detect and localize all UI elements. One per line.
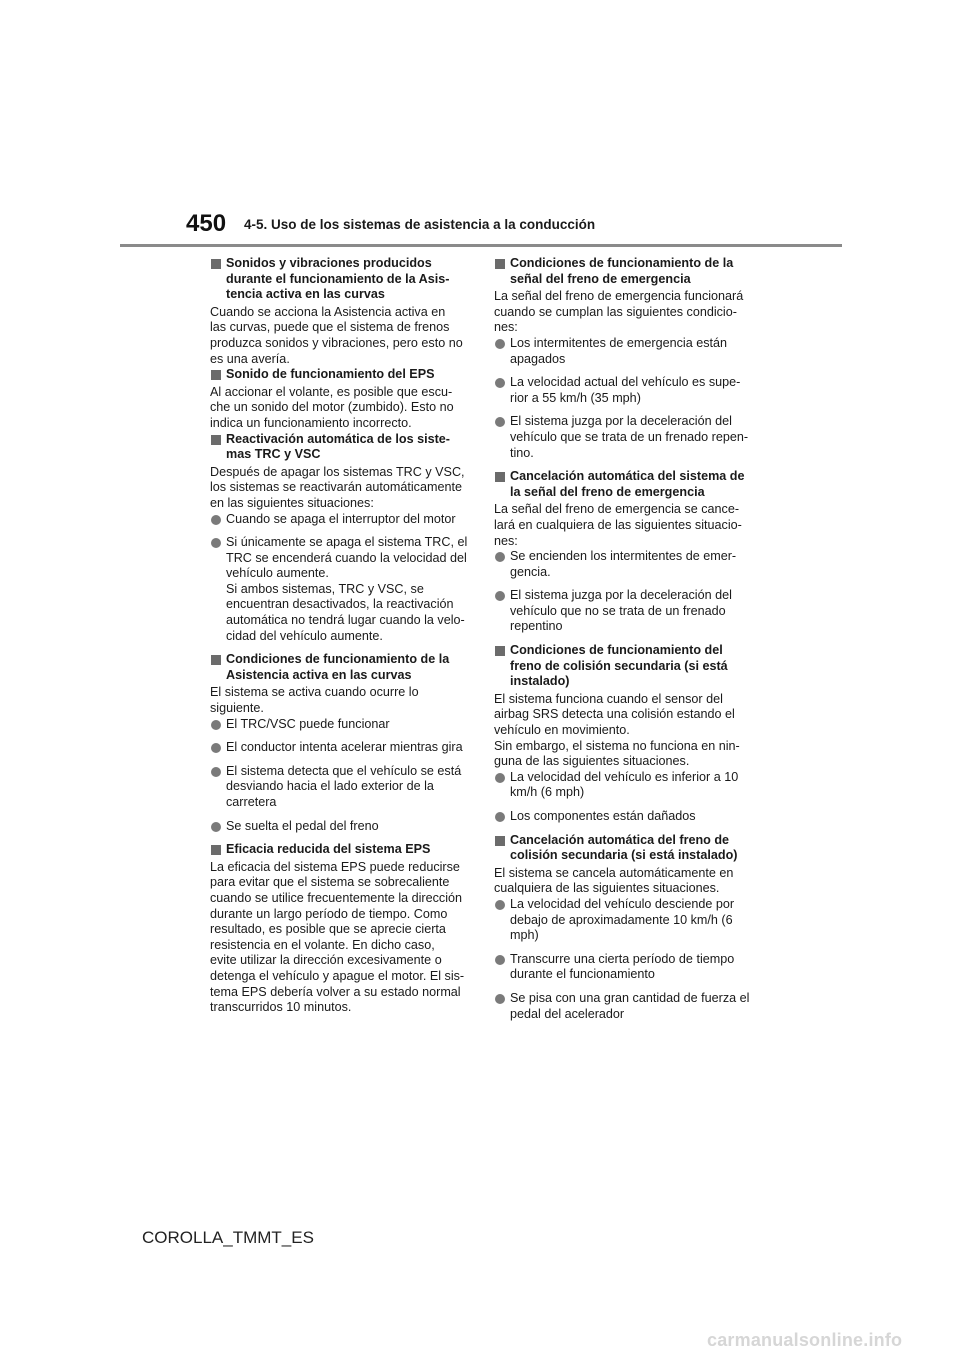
bullet-text: La velocidad del vehículo es inferior a 10 km/h (6 mph) [510, 769, 739, 800]
square-bullet-icon [211, 655, 221, 665]
list-item [494, 897, 756, 944]
bullet-text: Los componentes están dañados [510, 809, 696, 823]
bullet-text: El sistema juzga por la deceleración del vehículo que no se trata de un frenado repentino [510, 588, 732, 634]
square-bullet-icon [495, 836, 505, 846]
section-heading [210, 842, 472, 858]
bullet-text: El sistema detecta que el vehículo se está desviando hacia el lado exterior de la carretera [226, 763, 462, 809]
paragraph [210, 385, 472, 432]
list-item [210, 740, 472, 756]
para-text: La eficacia del sistema EPS puede reducirse para evitar que el sistema se sobrecaliente cuando se utilice frecuentemente la dirección durante un largo período de tiempo. Como resultado, es posible que se aprecie cierta resistencia en el volante. En dicho caso, evite utilizar la dirección excesivamente o detenga el vehículo y apague el motor. El sis- tema EPS debería volver a su estado normal transcurridos 10 minutos. [210, 859, 465, 1015]
para-text: El sistema se cancela automáticamente en cualquiera de las siguientes situaciones. [494, 865, 734, 896]
list-item [494, 770, 756, 801]
left-column [210, 256, 472, 1016]
square-bullet-icon [495, 259, 505, 269]
section-heading [494, 469, 756, 500]
list-item [210, 535, 472, 644]
heading-text: Condiciones de funcionamiento de la Asistencia activa en las curvas [226, 652, 450, 682]
square-bullet-icon [495, 646, 505, 656]
heading-text: Reactivación automática de los siste- mas TRC y VSC [226, 431, 450, 462]
bullet-text: La velocidad del vehículo desciende por debajo de aproximadamente 10 km/h (6 mph) [510, 896, 735, 943]
document-code: COROLLA_TMMT_ES [142, 1228, 314, 1247]
circle-bullet-icon [495, 552, 505, 562]
page-number: 450 [186, 210, 227, 237]
list-item [210, 764, 472, 811]
section-heading [210, 367, 472, 383]
list-item [494, 809, 756, 825]
bullet-text: El sistema juzga por la deceleración del vehículo que se trata de un frenado repen- tino. [510, 414, 749, 460]
circle-bullet-icon [495, 955, 505, 965]
bullet-text: Se pisa con una gran cantidad de fuerza el pedal del acelerador [510, 990, 750, 1021]
section-heading [210, 432, 472, 463]
section-heading [210, 652, 472, 683]
circle-bullet-icon [495, 812, 505, 822]
square-bullet-icon [211, 845, 221, 855]
list-item [210, 717, 472, 733]
paragraph [494, 866, 756, 897]
section-heading [494, 833, 756, 864]
heading-text: Cancelación automática del freno de colisión secundaria (si está instalado) [510, 832, 738, 863]
circle-bullet-icon [495, 339, 505, 349]
circle-bullet-icon [211, 538, 221, 548]
square-bullet-icon [211, 259, 221, 269]
paragraph [494, 289, 756, 336]
paragraph [494, 502, 756, 549]
bullet-text: Se encienden los intermitentes de emer- gencia. [510, 549, 737, 579]
heading-text: Condiciones de funcionamiento de la señal del freno de emergencia [510, 256, 734, 286]
list-item [210, 819, 472, 835]
section-title: 4-5. Uso de los sistemas de asistencia a la conducción [244, 217, 596, 232]
right-column [494, 256, 756, 1030]
list-item [494, 588, 756, 635]
section-heading [494, 256, 756, 287]
para-text: La señal del freno de emergencia se cance- lará en cualquiera de las siguientes situacio- nes: [494, 502, 742, 548]
bullet-text: Cuando se apaga el interruptor del motor [226, 511, 456, 526]
paragraph [210, 860, 472, 1016]
heading-text: Eficacia reducida del sistema EPS [226, 842, 431, 857]
circle-bullet-icon [211, 822, 221, 832]
paragraph [210, 465, 472, 512]
list-item [494, 991, 756, 1022]
circle-bullet-icon [211, 720, 221, 730]
square-bullet-icon [211, 435, 221, 445]
heading-text: Condiciones de funcionamiento del freno de colisión secundaria (si está instalado) [510, 643, 728, 689]
circle-bullet-icon [495, 591, 505, 601]
circle-bullet-icon [495, 378, 505, 388]
paragraph [494, 692, 756, 770]
bullet-text: Se suelta el pedal del freno [226, 818, 379, 833]
section-heading [494, 643, 756, 690]
list-item [494, 952, 756, 983]
heading-text: Sonidos y vibraciones producidos durante el funcionamiento de la Asis- tencia activa en las curvas [226, 256, 450, 302]
bullet-text: El TRC/VSC puede funcionar [226, 716, 390, 731]
para-text: Después de apagar los sistemas TRC y VSC, los sistemas se reactivarán automáticamente en las siguientes situaciones: [210, 464, 465, 510]
para-text: El sistema funciona cuando el sensor del airbag SRS detecta una colisión estando el vehículo en movimiento. Sin embargo, el sistema no funciona en nin- guna de las siguientes situaciones. [494, 691, 740, 769]
list-item [210, 512, 472, 528]
paragraph [210, 305, 472, 367]
para-text: La señal del freno de emergencia funcionará cuando se cumplan las siguientes condicio- nes: [494, 289, 744, 335]
section-heading [210, 256, 472, 303]
bullet-text: El conductor intenta acelerar mientras gira [226, 740, 463, 755]
circle-bullet-icon [495, 417, 505, 427]
para-text: Al accionar el volante, es posible que escu- che un sonido del motor (zumbido). Esto no indica un funcionamiento incorrecto. [210, 384, 454, 430]
list-item [494, 336, 756, 367]
list-item [494, 375, 756, 406]
para-text: Cuando se acciona la Asistencia activa en las curvas, puede que el sistema de frenos produzca sonidos y vibraciones, pero esto no es una avería. [210, 304, 463, 366]
circle-bullet-icon [495, 994, 505, 1004]
heading-text: Cancelación automática del sistema de la señal del freno de emergencia [510, 469, 745, 499]
circle-bullet-icon [211, 743, 221, 753]
bullet-text: Los intermitentes de emergencia están apagados [510, 335, 728, 366]
bullet-text: Transcurre una cierta período de tiempo durante el funcionamiento [510, 951, 735, 982]
square-bullet-icon [211, 370, 221, 380]
watermark-link[interactable]: carmanualsonline.info [707, 1330, 903, 1350]
bullet-text: Si únicamente se apaga el sistema TRC, el TRC se encenderá cuando la velocidad del vehículo aumente. Si ambos sistemas, TRC y VSC, se encuentran desactivados, la reactivación automática no tendrá lugar cuando la velo- cidad del vehículo aumente. [226, 535, 468, 643]
square-bullet-icon [495, 472, 505, 482]
circle-bullet-icon [495, 900, 505, 910]
para-text: El sistema se activa cuando ocurre lo siguiente. [210, 685, 419, 716]
list-item [494, 549, 756, 580]
paragraph [210, 685, 472, 716]
circle-bullet-icon [211, 515, 221, 525]
circle-bullet-icon [211, 767, 221, 777]
list-item [494, 414, 756, 461]
header-rule [120, 244, 842, 247]
bullet-text: La velocidad actual del vehículo es supe- rior a 55 km/h (35 mph) [510, 375, 741, 405]
heading-text: Sonido de funcionamiento del EPS [226, 367, 435, 382]
circle-bullet-icon [495, 773, 505, 783]
